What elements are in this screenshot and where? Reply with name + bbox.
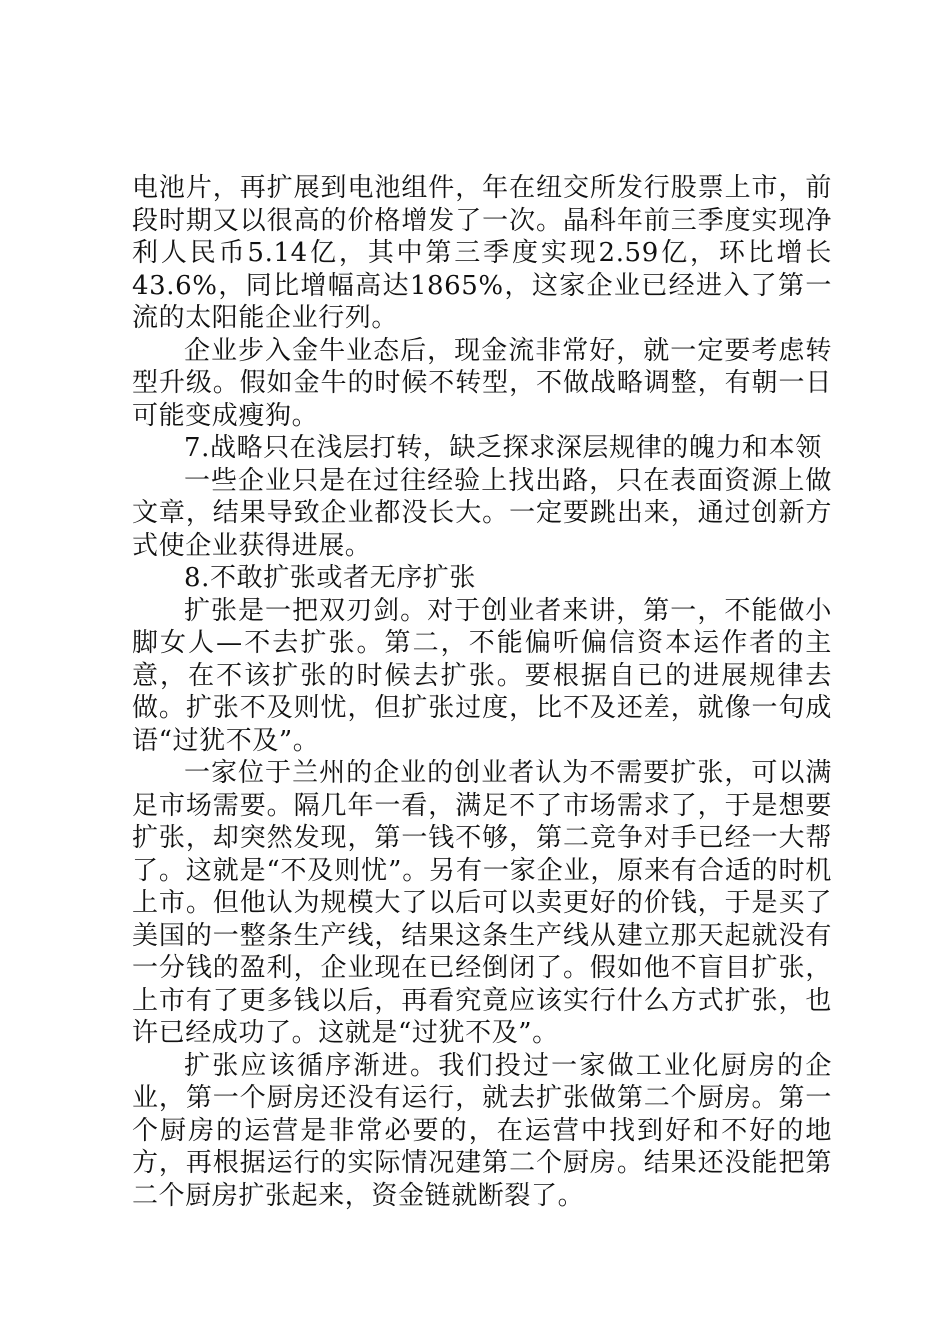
paragraph: 一些企业只是在过往经验上找出路，只在表面资源上做文章，结果导致企业都没长大。一定要跳出来，通过创新方式使企业获得进展。: [132, 465, 832, 561]
section-heading-7: 7.战略只在浅层打转，缺乏探求深层规律的魄力和本领: [184, 433, 822, 463]
paragraph: 扩张应该循序渐进。我们投过一家做工业化厨房的企业，第一个厨房还没有运行，就去扩张做第二个厨房。第一个厨房的运营是非常必要的，在运营中找到好和不好的地方，再根据运行的实际情况建第二个厨房。结果还没能把第二个厨房扩张起来，资金链就断裂了。: [132, 1050, 832, 1211]
paragraph: 扩张是一把双刃剑。对于创业者来讲，第一，不能做小脚女人—不去扩张。第二，不能偏听偏信资本运作者的主意，在不该扩张的时候去扩张。要根据自已的进展规律去做。扩张不及则忧，但扩张过度，比不及还差，就像一句成语“过犹不及”。: [132, 595, 832, 756]
paragraph: 企业步入金牛业态后，现金流非常好，就一定要考虑转型升级。假如金牛的时候不转型，不做战略调整，有朝一日可能变成瘦狗。: [132, 335, 832, 431]
paragraph: 一家位于兰州的企业的创业者认为不需要扩张，可以满足市场需要。隔几年一看，满足不了市场需求了，于是想要扩张，却突然发现，第一钱不够，第二竞争对手已经一大帮了。这就是“不及则忧”。另有一家企业，原来有合适的时机上市。但他认为规模大了以后可以卖更好的价钱，于是买了美国的一整条生产线，结果这条生产线从建立那天起就没有一分钱的盈利，企业现在已经倒闭了。假如他不盲目扩张，上市有了更多钱以后，再看究竟应该实行什么方式扩张，也许已经成功了。这就是“过犹不及”。: [132, 758, 832, 1048]
section-heading-8: 8.不敢扩张或者无序扩张: [184, 563, 477, 593]
paragraph-continuation: 电池片，再扩展到电池组件，年在纽交所发行股票上市，前段时期又以很高的价格增发了一次。晶科年前三季度实现净利人民币5.14亿，其中第三季度实现2.59亿，环比增长43.6%，同比增幅高达1865%，这家企业已经进入了第一流的太阳能企业行列。: [132, 173, 832, 333]
document-body: [132, 172, 832, 1212]
